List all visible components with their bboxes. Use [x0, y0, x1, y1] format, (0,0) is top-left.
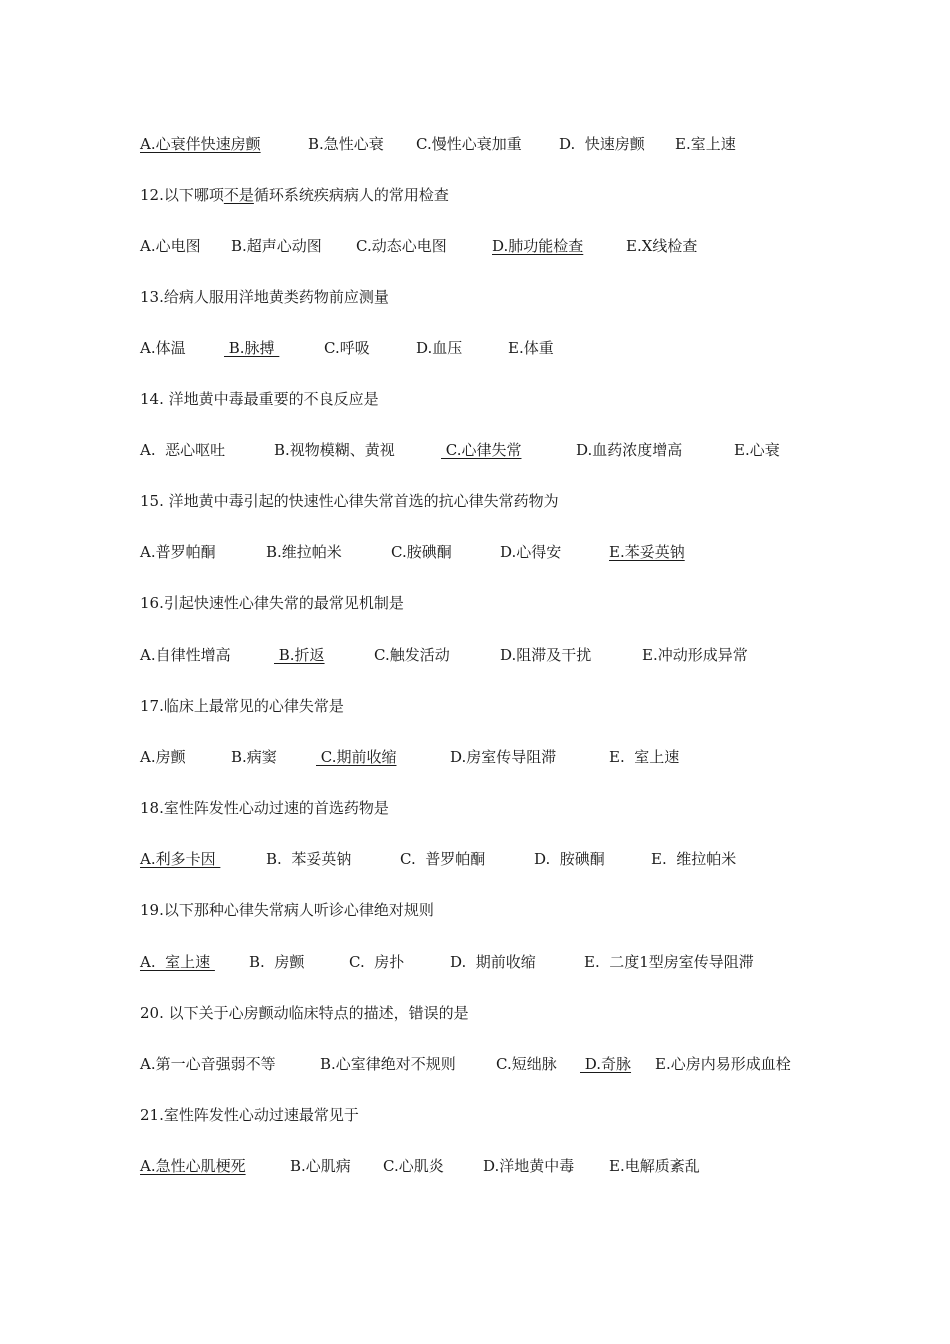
option-d-correct: D.奇脉 [580, 1055, 632, 1073]
option-b-correct: B.折返 [274, 646, 325, 664]
question-text: 21.室性阵发性心动过速最常见于 [140, 1106, 359, 1124]
question-16 [140, 593, 404, 613]
option-b: B.急性心衰 [308, 135, 384, 153]
option-b: B.心室律绝对不规则 [320, 1055, 456, 1073]
option-a-correct: A.利多卡因 [140, 850, 221, 868]
option-c: C.胺碘酮 [391, 543, 452, 561]
option-a-correct: A. 室上速 [140, 953, 215, 971]
option-b: B.视物模糊、黄视 [274, 441, 395, 459]
option-c: C.呼吸 [324, 339, 370, 357]
option-e: E.心衰 [734, 441, 780, 459]
question-20 [140, 1003, 469, 1023]
option-b: B.病窦 [231, 748, 277, 766]
option-a-correct: A.心衰伴快速房颤 [140, 135, 261, 153]
option-e: E.心房内易形成血栓 [655, 1055, 791, 1073]
question-text: 20. 以下关于心房颤动临床特点的描述，错误的是 [140, 1004, 469, 1022]
option-c: C.短绌脉 [496, 1055, 557, 1073]
question-13 [140, 287, 389, 307]
question-21 [140, 1105, 359, 1125]
option-a: A.体温 [140, 339, 186, 357]
option-b-correct: B.脉搏 [224, 339, 280, 357]
option-b: B.心肌病 [290, 1157, 351, 1175]
option-c: C.心肌炎 [383, 1157, 444, 1175]
question-12 [140, 185, 449, 205]
question-19 [140, 900, 434, 920]
option-b: B.超声心动图 [231, 237, 322, 255]
option-d-correct: D.肺功能检查 [492, 237, 584, 255]
option-b: B. 房颤 [249, 953, 305, 971]
option-c-correct: C.期前收缩 [316, 748, 397, 766]
option-d: D.心得安 [500, 543, 562, 561]
option-e-correct: E.苯妥英钠 [609, 543, 685, 561]
question-text-emphasis: 不是 [223, 186, 254, 204]
option-a-correct: A.急性心肌梗死 [140, 1157, 246, 1175]
option-d: D.血压 [416, 339, 463, 357]
option-a: A.自律性增高 [140, 646, 231, 664]
option-b: B. 苯妥英钠 [266, 850, 352, 868]
option-c: C.触发活动 [374, 646, 450, 664]
option-d: D.洋地黄中毒 [483, 1157, 575, 1175]
option-d: D.房室传导阻滞 [450, 748, 557, 766]
option-e: E.体重 [508, 339, 554, 357]
option-e: E.冲动形成异常 [642, 646, 748, 664]
option-c-correct: C.心律失常 [441, 441, 522, 459]
question-text-before: 12.以下哪项 [140, 186, 224, 204]
option-d: D.血药浓度增高 [576, 441, 683, 459]
question-text: 13.给病人服用洋地黄类药物前应测量 [140, 288, 389, 306]
option-e: E.室上速 [675, 135, 736, 153]
question-text: 19.以下那种心律失常病人听诊心律绝对规则 [140, 901, 434, 919]
option-e: E.X线检查 [626, 237, 698, 255]
option-a: A.普罗帕酮 [140, 543, 216, 561]
question-text: 15. 洋地黄中毒引起的快速性心律失常首选的抗心律失常药物为 [140, 492, 559, 510]
option-e: E.电解质紊乱 [609, 1157, 700, 1175]
option-a: A.房颤 [140, 748, 186, 766]
option-a: A. 恶心呕吐 [140, 441, 226, 459]
question-text: 17.临床上最常见的心律失常是 [140, 697, 344, 715]
option-d: D. 期前收缩 [450, 953, 536, 971]
option-b: B.维拉帕米 [266, 543, 342, 561]
question-17 [140, 696, 344, 716]
option-a: A.第一心音强弱不等 [140, 1055, 276, 1073]
question-text-after: 循环系统疾病病人的常用检查 [253, 186, 449, 204]
option-d: D.阻滞及干扰 [500, 646, 592, 664]
question-text: 18.室性阵发性心动过速的首选药物是 [140, 799, 389, 817]
question-14 [140, 389, 379, 409]
option-a: A.心电图 [140, 237, 201, 255]
question-18 [140, 798, 389, 818]
question-15 [140, 491, 559, 511]
question-text: 16.引起快速性心律失常的最常见机制是 [140, 594, 404, 612]
option-d: D. 快速房颤 [559, 135, 645, 153]
option-c: C. 普罗帕酮 [400, 850, 486, 868]
option-e: E. 二度1型房室传导阻滞 [584, 953, 754, 971]
option-d: D. 胺碘酮 [534, 850, 605, 868]
option-e: E. 室上速 [609, 748, 680, 766]
question-text: 14. 洋地黄中毒最重要的不良反应是 [140, 390, 379, 408]
option-e: E. 维拉帕米 [651, 850, 737, 868]
option-c: C.慢性心衰加重 [416, 135, 522, 153]
option-c: C. 房扑 [349, 953, 405, 971]
option-c: C.动态心电图 [356, 237, 447, 255]
